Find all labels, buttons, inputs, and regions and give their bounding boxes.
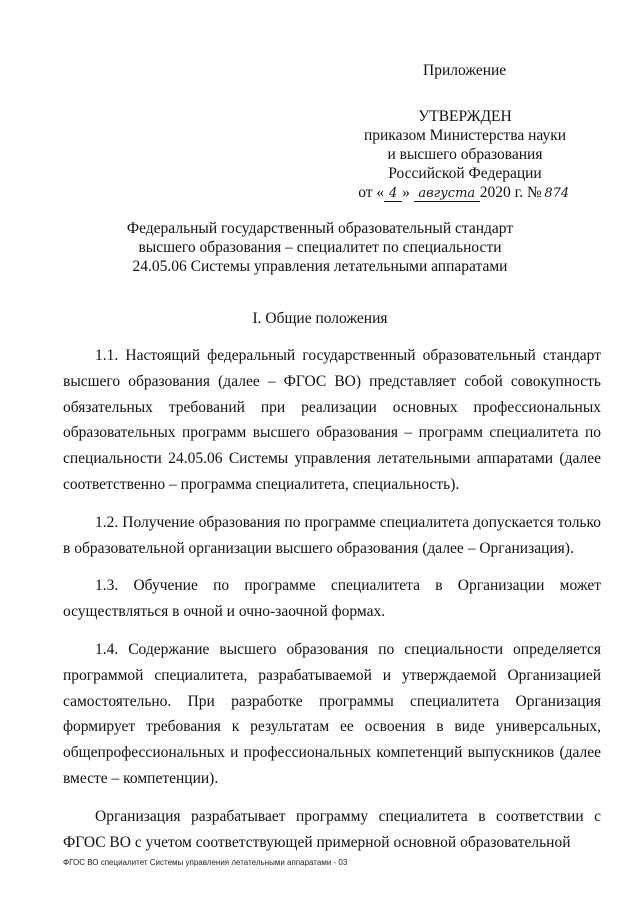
paragraph-1-2: 1.2. Получение образования по программе специалитета допускается только в образовательной организации высшего образования (далее – Организация). — [63, 513, 601, 557]
approved-label: УТВЕРЖДЕН — [418, 108, 512, 125]
page-footer: ФГОС ВО специалитет Системы управления летательными аппаратами - 03 — [63, 858, 348, 867]
handwritten-day: 4 — [384, 187, 402, 202]
paragraph-organization: Организация разрабатывает программу специалитета в соответствии с ФГОС ВО с учетом соответствующей примерной основной образовательной — [63, 807, 601, 851]
standard-title-line-1: Федеральный государственный образовательный стандарт — [126, 220, 514, 237]
date-prefix: от « — [358, 184, 385, 201]
order-date-line — [345, 183, 585, 202]
standard-title-line-2: высшего образования – специалитет по специальности — [138, 239, 502, 256]
approval-block — [345, 107, 585, 202]
standard-title — [100, 219, 540, 276]
order-line-1: приказом Министерства науки — [363, 127, 567, 144]
handwritten-month: августа — [414, 187, 480, 202]
appendix-label: Приложение — [423, 62, 507, 79]
order-line-3: Российской Федерации — [388, 165, 542, 182]
section-heading: I. Общие положения — [252, 310, 388, 327]
order-line-2: и высшего образования — [387, 146, 543, 163]
standard-title-line-3: 24.05.06 Системы управления летательными аппаратами — [132, 258, 508, 275]
body-text — [63, 343, 601, 855]
paragraph-1-1: 1.1. Настоящий федеральный государственный образовательный стандарт высшего образования (далее – ФГОС ВО) представляет собой совокупность обязательных требований при реализации основных профессиональных образовательных программ высшего образования – программ специалитета по специальности 24.05.06 Системы управления летательными аппаратами (далее соответственно – программа специалитета, специальность). — [63, 347, 601, 493]
paragraph-1-3: 1.3. Обучение по программе специалитета в Организации может осуществляться в очной и очно-заочной формах. — [63, 577, 601, 621]
paragraph-1-4: 1.4. Содержание высшего образования по специальности определяется программой специалитета, разрабатываемой и утверждаемой Организацией самостоятельно. При разработке программы специалитета Организация формирует требования к результатам ее освоения в виде универсальных, общепрофессиональных и профессиональных компетенций выпускников (далее вместе – компетенции). — [63, 640, 601, 787]
date-quote-close: » — [402, 184, 410, 201]
date-year: 2020 г. № — [479, 184, 542, 201]
handwritten-order-number: 874 — [544, 186, 570, 201]
